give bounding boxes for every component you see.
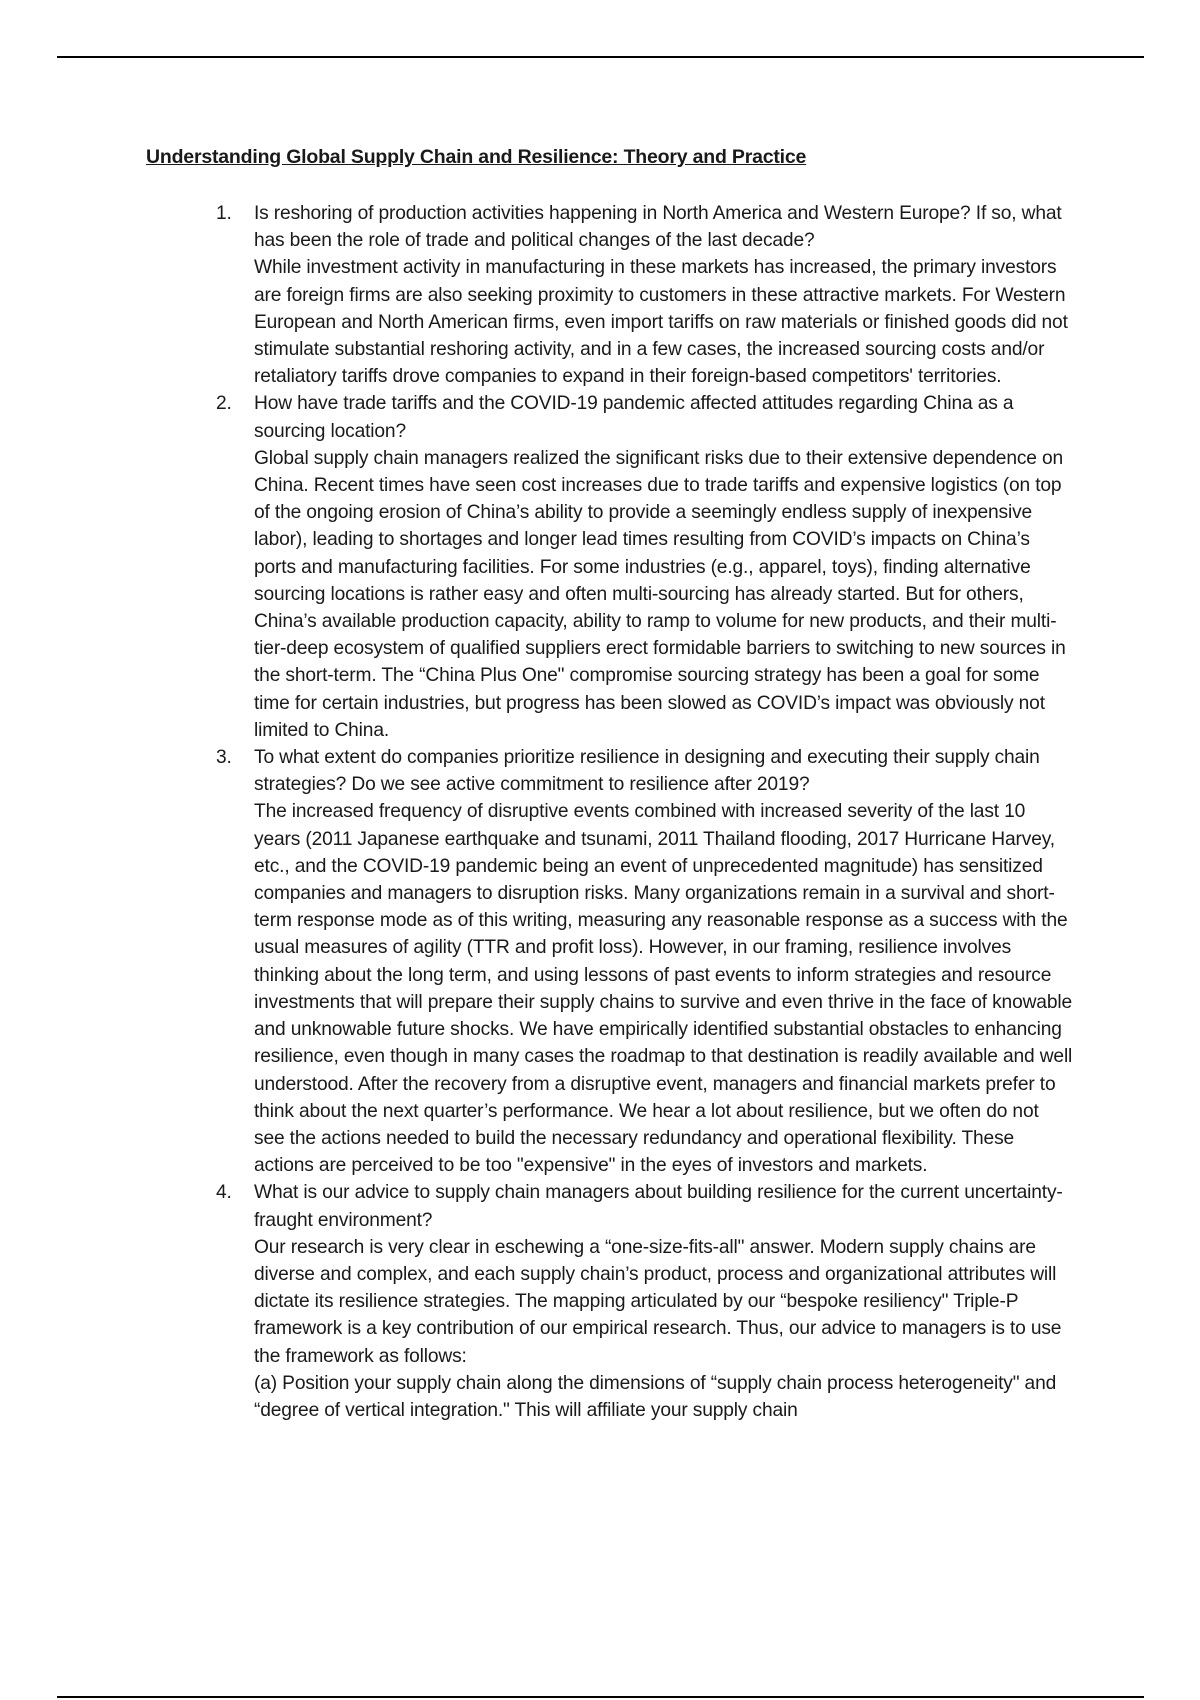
list-item xyxy=(216,390,1074,744)
question-text: How have trade tariffs and the COVID-19 pandemic affected attitudes regarding China as a sourcing location? xyxy=(254,393,1014,442)
item-number: 2. xyxy=(216,393,232,415)
list-item xyxy=(216,1179,1074,1424)
answer-text: Global supply chain managers realized the significant risks due to their extensive dependence on China. Recent times have seen cost increases due to trade tariffs and expensive logistics (on top of the ongoing erosion of China’s ability to provide a seemingly endless supply of inexpensive labor), leading to shortages and longer lead times resulting from COVID’s impacts on China’s ports and manufacturing facilities. For some industries (e.g., apparel, toys), finding alternative sourcing locations is rather easy and often multi-sourcing has already started. But for others, China’s available production capacity, ability to ramp to volume for new products, and their multi-tier-deep ecosystem of qualified suppliers erect formidable barriers to switching to new sources in the short-term. The “China Plus One" compromise sourcing strategy has been a goal for some time for certain industries, but progress has been slowed as COVID’s impact was obviously not limited to China. xyxy=(254,447,1066,741)
question-list xyxy=(216,200,1074,1424)
question-text: To what extent do companies prioritize resilience in designing and executing their supply chain strategies? Do we see active commitment to resilience after 2019? xyxy=(254,747,1040,796)
answer-text: The increased frequency of disruptive events combined with increased severity of the last 10 years (2011 Japanese earthquake and tsunami, 2011 Thailand flooding, 2017 Hurricane Harvey, etc., and the COVID-19 pandemic being an event of unprecedented magnitude) has sensitized companies and managers to disruption risks. Many organizations remain in a survival and short-term response mode as of this writing, measuring any reasonable response as a success with the usual measures of agility (TTR and profit loss). However, in our framing, resilience involves thinking about the long term, and using lessons of past events to inform strategies and resource investments that will prepare their supply chains to survive and even thrive in the face of knowable and unknowable future shocks. We have empirically identified substantial obstacles to enhancing resilience, even though in many cases the roadmap to that destination is readily available and well understood. After the recovery from a disruptive event, managers and financial markets prefer to think about the next quarter’s performance. We hear a lot about resilience, but we often do not see the actions needed to build the necessary redundancy and operational flexibility. These actions are perceived to be too "expensive" in the eyes of investors and markets. xyxy=(254,801,1073,1177)
answer-text: Our research is very clear in eschewing a “one-size-fits-all" answer. Modern supply chains are diverse and complex, and each supply chain’s product, process and organizational attributes will dictate its resilience strategies. The mapping articulated by our “bespoke resiliency" Triple-P framework is a key contribution of our empirical research. Thus, our advice to managers is to use the framework as follows: xyxy=(254,1236,1062,1367)
answer-text: While investment activity in manufacturing in these markets has increased, the primary investors are foreign firms are also seeking proximity to customers in these attractive markets. For Western European and North American firms, even import tariffs on raw materials or finished goods did not stimulate substantial reshoring activity, and in a few cases, the increased sourcing costs and/or retaliatory tariffs drove companies to expand in their foreign-based competitors' territories. xyxy=(254,257,1068,388)
question-text: Is reshoring of production activities happening in North America and Western Europe? If so, what has been the role of trade and political changes of the last decade? xyxy=(254,203,1062,252)
list-item xyxy=(216,744,1074,1179)
item-number: 4. xyxy=(216,1182,232,1204)
question-text: What is our advice to supply chain managers about building resilience for the current uncertainty-fraught environment? xyxy=(254,1182,1063,1231)
sub-point-text: (a) Position your supply chain along the dimensions of “supply chain process heterogeneity" and “degree of vertical integration." This will affiliate your supply chain xyxy=(254,1372,1057,1421)
header-rule xyxy=(57,56,1144,58)
list-item xyxy=(216,200,1074,390)
document-title: Understanding Global Supply Chain and Resilience: Theory and Practice xyxy=(146,146,807,168)
footer-rule xyxy=(57,1696,1144,1698)
item-number: 1. xyxy=(216,203,232,224)
item-number: 3. xyxy=(216,747,232,769)
